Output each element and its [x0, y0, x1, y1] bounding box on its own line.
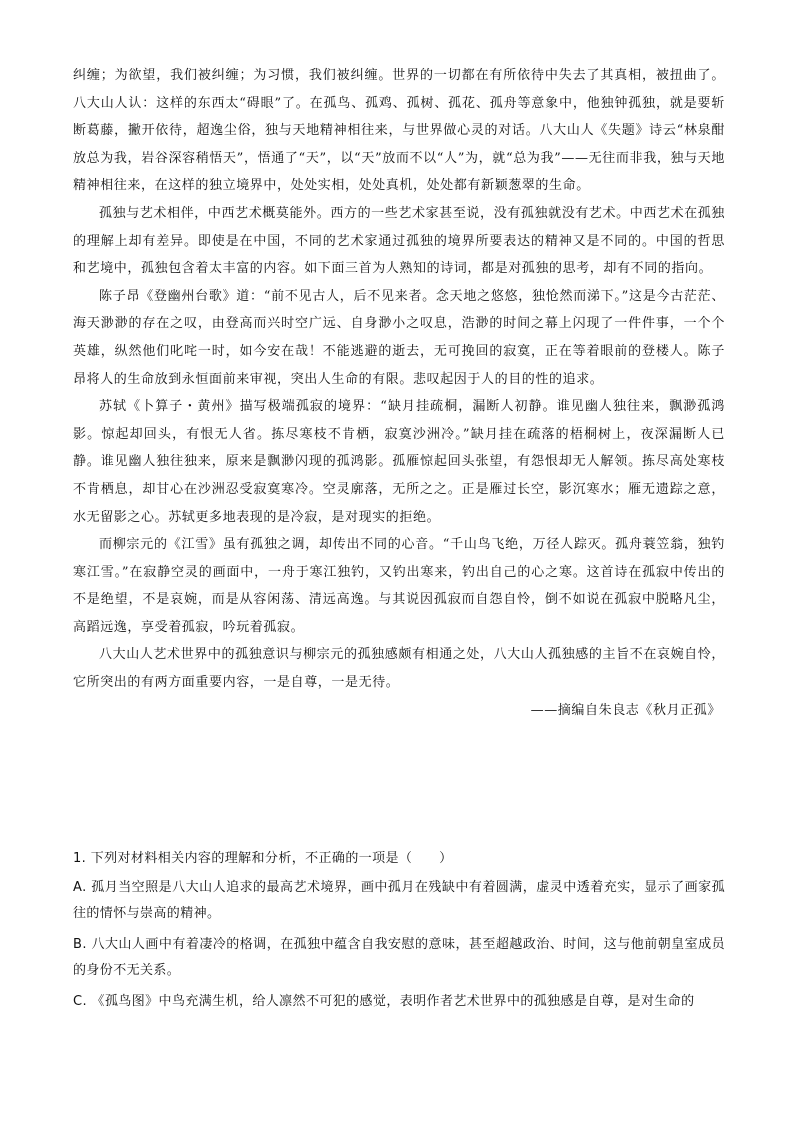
passage-paragraph-5: 而柳宗元的《江雪》虽有孤独之调，却传出不同的心音。“千山鸟飞绝，万径人踪灭。孤舟蓑笠翁，独钓寒江雪。”在寂静空灵的画面中，一舟于寒江独钓，又钓出寒来，钓出自己的心之寒。这首诗在孤寂中传出的不是绝望，不是哀婉，而是从容闲荡、清远高逸。与其说因孤寂而自怨自怜，倒不如说在孤寂中脱略凡尘，高蹈远逸，享受着孤寂，吟玩着孤寂。: [73, 537, 725, 635]
passage-paragraph-3: 陈子昂《登幽州台歌》道：“前不见古人，后不见来者。念天地之悠悠，独怆然而涕下。”这是今古茫茫、海天渺渺的存在之叹，由登高而兴时空广远、自身渺小之叹息，浩渺的时间之幕上闪现了一件件事，一个个英雄，纵然他们叱咤一时，如今安在哉！不能逃避的逝去，无可挽回的寂寞，正在等着眼前的登楼人。陈子昂将人的生命放到永恒面前来审视，突出人生命的有限。悲叹起因于人的目的性的追求。: [73, 288, 725, 387]
reading-passage: [73, 62, 725, 724]
passage-paragraph-4: 苏轼《卜算子・黄州》描写极端孤寂的境界：“缺月挂疏桐，漏断人初静。谁见幽人独往来，飘渺孤鸿影。惊起却回头，有恨无人省。拣尽寒枝不肯栖，寂寞沙洲冷。”缺月挂在疏落的梧桐树上，夜深漏断人已静。谁见幽人独往独来，原来是飘渺闪现的孤鸿影。孤雁惊起回头张望，有怨恨却无人解领。拣尽高处寒枝不肯栖息，却甘心在沙洲忍受寂寞寒冷。空灵廓落，无所之之。正是雁过长空，影沉寒水；雁无遗踪之意，水无留影之心。苏轼更多地表现的是冷寂，是对现实的拒绝。: [73, 399, 725, 525]
question-block: [73, 846, 725, 1019]
option-b: B. 八大山人画中有着凄冷的格调，在孤独中蕴含自我安慰的意味，甚至超越政治、时间，这与他前朝皇室成员的身份不无关系。: [73, 936, 725, 978]
option-c: C. 《孤鸟图》中鸟充满生机，给人凛然不可犯的感觉，表明作者艺术世界中的孤独感是自尊，是对生命的: [73, 993, 695, 1009]
passage-paragraph-1: 纠缠；为欲望，我们被纠缠；为习惯，我们被纠缠。世界的一切都在有所依待中失去了其真相，被扭曲了。八大山人认：这样的东西太“碍眼”了。在孤鸟、孤鸡、孤树、孤花、孤舟等意象中，他独钟孤独，就是要斩断葛藤，撇开依待，超逸尘俗，独与天地精神相往来，与世界做心灵的对话。八大山人《失题》诗云“林泉酣放总为我，岩谷深容稍悟天”，悟通了“天”，以“天”放而不以“人”为，就“总为我”——无往而非我，独与天地精神相往来，在这样的独立境界中，处处实相，处处真机，处处都有新颖葱翠的生命。: [73, 68, 725, 194]
source-attribution: ——摘编自朱良志《秋月正孤》: [530, 702, 721, 718]
passage-paragraph-2: 孤独与艺术相伴，中西艺术概莫能外。西方的一些艺术家甚至说，没有孤独就没有艺术。中西艺术在孤独的理解上却有差异。即使是在中国，不同的艺术家通过孤独的境界所要表达的精神又是不同的。中国的哲思和艺境中，孤独包含着太丰富的内容。如下面三首为人熟知的诗词，都是对孤独的思考，却有不同的指向。: [73, 205, 725, 277]
passage-paragraph-6: 八大山人艺术世界中的孤独意识与柳宗元的孤独感颇有相通之处，八大山人孤独感的主旨不在哀婉自怜，它所突出的有两方面重要内容，一是自尊，一是无待。: [73, 647, 725, 691]
question-stem: 1. 下列对材料相关内容的理解和分析，不正确的一项是（ ）: [73, 851, 453, 866]
option-a: A. 孤月当空照是八大山人追求的最高艺术境界，画中孤月在残缺中有着圆满，虚灵中透着充实，显示了画家孤往的情怀与崇高的精神。: [73, 879, 725, 921]
